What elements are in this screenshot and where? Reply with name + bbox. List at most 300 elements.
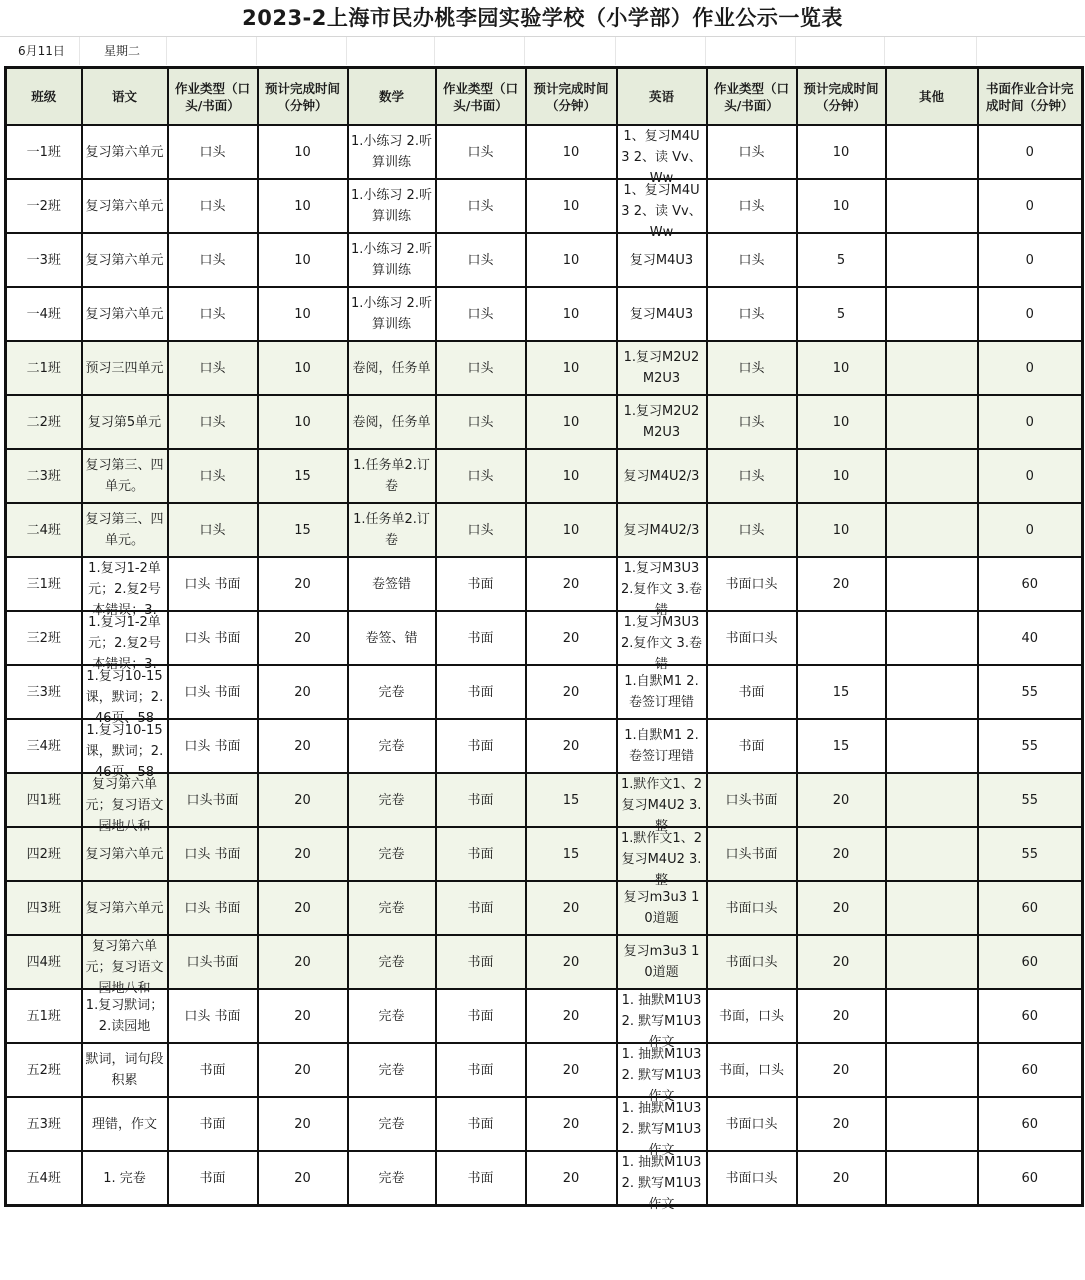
table-row	[6, 665, 1083, 719]
chinese-homework-cell-text: 复习第三、四单元。	[85, 512, 164, 548]
header-chinese-type: 作业类型（口头/书面）	[168, 68, 258, 126]
english-homework-cell	[617, 611, 707, 672]
math-time-cell-text: 10	[562, 144, 580, 160]
english-type-cell	[707, 341, 797, 395]
math-homework-cell-text: 完卷	[378, 1008, 405, 1024]
other-cell	[886, 935, 978, 989]
chinese-time-cell-text: 20	[294, 1008, 311, 1024]
english-homework-cell	[617, 989, 707, 1050]
chinese-time-cell	[258, 989, 348, 1043]
english-type-cell-text: 书面口头	[725, 954, 778, 970]
math-type-cell	[436, 1151, 526, 1206]
total-time-cell-text: 60	[1021, 954, 1039, 970]
english-time-cell	[797, 1097, 886, 1151]
chinese-time-cell-text: 20	[294, 792, 311, 808]
chinese-homework-cell	[82, 503, 168, 557]
math-homework-cell-text: 完卷	[378, 846, 405, 862]
table-row	[6, 125, 1083, 179]
english-type-cell-text: 口头	[738, 306, 765, 322]
chinese-homework-cell-text: 1.复习1-2单元；2.复2号本错误；3.	[88, 561, 161, 618]
class-cell	[6, 179, 82, 233]
math-time-cell	[526, 1097, 617, 1151]
table-row	[6, 341, 1083, 395]
class-cell-text: 五2班	[26, 1062, 61, 1078]
weekday-label: 星期二	[104, 44, 141, 58]
english-type-cell-text: 口头	[738, 360, 765, 376]
chinese-homework-cell-text: 1.复习默词；2.读园地	[85, 998, 164, 1034]
total-time-cell	[978, 827, 1083, 881]
english-type-cell	[707, 1097, 797, 1151]
english-homework-cell	[617, 881, 707, 935]
chinese-homework-cell-text: 理错，作文	[91, 1116, 157, 1132]
header-chinese-time: 预计完成时间（分钟）	[258, 68, 348, 126]
english-homework-cell	[617, 935, 707, 989]
english-homework-cell	[617, 125, 707, 186]
math-homework-cell-text: 完卷	[378, 1062, 405, 1078]
math-time-cell-text: 10	[562, 198, 580, 214]
english-time-cell-text: 20	[832, 900, 850, 916]
english-time-cell	[797, 179, 886, 233]
other-cell	[886, 125, 978, 179]
chinese-homework-cell-text: 复习第六单元；复习语文园地八和	[85, 777, 164, 834]
chinese-time-cell-text: 10	[294, 252, 311, 268]
chinese-homework-cell-text: 复习第三、四单元。	[85, 458, 164, 494]
total-time-cell	[978, 665, 1083, 719]
class-cell	[6, 341, 82, 395]
english-homework-cell	[617, 503, 707, 557]
chinese-homework-cell-text: 预习三四单元	[85, 360, 164, 376]
chinese-time-cell	[258, 449, 348, 503]
english-time-cell-text: 10	[832, 144, 850, 160]
english-time-cell	[797, 719, 886, 773]
chinese-time-cell-text: 20	[294, 738, 311, 754]
header-english-time: 预计完成时间（分钟）	[797, 68, 886, 126]
english-type-cell-text: 书面	[738, 684, 765, 700]
english-time-cell	[797, 287, 886, 341]
total-time-cell-text: 55	[1021, 792, 1039, 808]
english-type-cell	[707, 665, 797, 719]
grid-divider	[79, 37, 80, 65]
class-cell	[6, 1151, 82, 1206]
total-time-cell	[978, 1097, 1083, 1151]
chinese-homework-cell	[82, 1097, 168, 1151]
math-type-cell-text: 书面	[467, 954, 494, 970]
chinese-time-cell	[258, 557, 348, 611]
math-type-cell-text: 书面	[467, 576, 494, 592]
other-cell	[886, 827, 978, 881]
math-type-cell-text: 书面	[467, 738, 494, 754]
math-type-cell	[436, 989, 526, 1043]
math-homework-cell	[348, 287, 436, 341]
english-time-cell	[797, 125, 886, 179]
class-cell	[6, 449, 82, 503]
chinese-time-cell	[258, 773, 348, 827]
chinese-homework-cell-text: 1. 完卷	[103, 1170, 146, 1186]
chinese-type-cell-text: 口头	[199, 306, 226, 322]
total-time-cell	[978, 719, 1083, 773]
math-type-cell	[436, 341, 526, 395]
chinese-type-cell-text: 口头	[199, 468, 226, 484]
date-bar	[0, 37, 1085, 65]
english-homework-cell-text: 复习M4U2/3	[623, 522, 700, 538]
math-time-cell	[526, 125, 617, 179]
grid-divider	[346, 37, 347, 65]
chinese-homework-cell	[82, 287, 168, 341]
chinese-type-cell	[168, 935, 258, 989]
class-cell-text: 三3班	[26, 684, 61, 700]
chinese-type-cell-text: 口头	[199, 414, 226, 430]
english-homework-cell-text: 1.复习M3U3 2.复作文 3.卷错	[621, 561, 702, 618]
total-time-cell-text: 0	[1025, 360, 1034, 376]
other-cell	[886, 1151, 978, 1206]
english-time-cell	[797, 233, 886, 287]
chinese-homework-cell	[82, 557, 168, 618]
table-row	[6, 719, 1083, 773]
chinese-time-cell	[258, 827, 348, 881]
english-homework-cell	[617, 719, 707, 773]
chinese-homework-cell-text: 默词，词句段积累	[85, 1052, 164, 1088]
class-cell	[6, 719, 82, 773]
math-type-cell	[436, 935, 526, 989]
total-time-cell-text: 60	[1021, 576, 1039, 592]
chinese-type-cell	[168, 989, 258, 1043]
math-time-cell-text: 20	[562, 1008, 580, 1024]
grid-divider	[166, 37, 167, 65]
english-type-cell-text: 口头书面	[725, 792, 778, 808]
math-time-cell	[526, 557, 617, 611]
header-total: 书面作业合计完成时间（分钟）	[978, 68, 1083, 126]
english-homework-cell-text: 1、复习M4U3 2、读 Vv、Ww	[621, 183, 702, 240]
english-homework-cell-text: 复习M4U2/3	[623, 468, 700, 484]
chinese-homework-cell-text: 复习第六单元	[85, 306, 164, 322]
math-time-cell	[526, 773, 617, 827]
english-time-cell-text: 20	[832, 1116, 850, 1132]
english-time-cell-text: 5	[836, 252, 846, 268]
table-row	[6, 827, 1083, 881]
english-type-cell-text: 书面口头	[725, 576, 778, 592]
total-time-cell	[978, 503, 1083, 557]
english-type-cell-text: 口头	[738, 252, 765, 268]
chinese-homework-cell	[82, 989, 168, 1043]
chinese-homework-cell	[82, 881, 168, 935]
chinese-homework-cell-text: 复习第六单元	[85, 846, 164, 862]
total-time-cell	[978, 881, 1083, 935]
total-time-cell-text: 0	[1025, 414, 1034, 430]
math-time-cell	[526, 395, 617, 449]
math-time-cell	[526, 989, 617, 1043]
math-type-cell-text: 口头	[467, 360, 494, 376]
chinese-time-cell	[258, 719, 348, 773]
english-time-cell-text: 15	[832, 684, 850, 700]
other-cell	[886, 395, 978, 449]
math-type-cell-text: 口头	[467, 198, 494, 214]
total-time-cell	[978, 449, 1083, 503]
math-type-cell	[436, 557, 526, 611]
math-homework-cell	[348, 773, 436, 827]
other-cell	[886, 881, 978, 935]
math-type-cell	[436, 1043, 526, 1097]
chinese-homework-cell-text: 1.复习10-15课，默词；2.46页、58	[85, 723, 164, 780]
other-cell	[886, 557, 978, 611]
english-homework-cell-text: 1.默作文1、2 复习M4U2 3.整	[621, 831, 702, 888]
chinese-time-cell	[258, 1043, 348, 1097]
english-homework-cell	[617, 1151, 707, 1212]
total-time-cell	[978, 989, 1083, 1043]
math-homework-cell	[348, 449, 436, 503]
chinese-homework-cell-text: 1.复习10-15课，默词；2.46页、58	[85, 669, 164, 726]
chinese-type-cell	[168, 719, 258, 773]
chinese-time-cell-text: 20	[294, 1116, 311, 1132]
chinese-homework-cell	[82, 719, 168, 780]
math-time-cell-text: 10	[562, 252, 580, 268]
math-homework-cell-text: 1.任务单2.订卷	[353, 512, 430, 548]
english-time-cell-text: 20	[832, 846, 850, 862]
chinese-homework-cell-text: 复习第六单元	[85, 198, 164, 214]
math-time-cell	[526, 179, 617, 233]
english-type-cell-text: 书面口头	[725, 1116, 778, 1132]
math-type-cell	[436, 395, 526, 449]
math-homework-cell	[348, 233, 436, 287]
header-class: 班级	[6, 68, 82, 126]
chinese-type-cell	[168, 611, 258, 665]
math-time-cell-text: 15	[562, 792, 580, 808]
chinese-time-cell	[258, 881, 348, 935]
math-time-cell	[526, 233, 617, 287]
chinese-time-cell-text: 20	[294, 576, 311, 592]
grid-divider	[615, 37, 616, 65]
english-time-cell-text: 5	[836, 306, 846, 322]
math-time-cell	[526, 287, 617, 341]
chinese-time-cell-text: 10	[294, 414, 311, 430]
english-time-cell	[797, 1151, 886, 1206]
table-row	[6, 1043, 1083, 1097]
english-time-cell	[797, 935, 886, 989]
chinese-type-cell	[168, 557, 258, 611]
math-time-cell-text: 20	[562, 1062, 580, 1078]
math-homework-cell	[348, 341, 436, 395]
class-cell	[6, 665, 82, 719]
math-type-cell-text: 书面	[467, 1116, 494, 1132]
english-homework-cell-text: 1.自默M1 2.卷签订理错	[624, 728, 699, 764]
class-cell-text: 二3班	[26, 468, 61, 484]
chinese-homework-cell-text: 复习第六单元	[85, 144, 164, 160]
chinese-type-cell	[168, 341, 258, 395]
chinese-type-cell	[168, 827, 258, 881]
total-time-cell	[978, 233, 1083, 287]
chinese-type-cell	[168, 1043, 258, 1097]
math-homework-cell	[348, 1043, 436, 1097]
other-cell	[886, 611, 978, 665]
english-type-cell	[707, 179, 797, 233]
chinese-time-cell-text: 10	[294, 144, 311, 160]
math-type-cell-text: 口头	[467, 414, 494, 430]
english-time-cell-text: 20	[832, 576, 850, 592]
chinese-time-cell-text: 20	[294, 900, 311, 916]
english-type-cell	[707, 989, 797, 1043]
math-homework-cell	[348, 935, 436, 989]
chinese-homework-cell	[82, 449, 168, 503]
english-homework-cell	[617, 827, 707, 888]
english-homework-cell-text: 1.复习M3U3 2.复作文 3.卷错	[621, 615, 702, 672]
total-time-cell-text: 55	[1021, 738, 1039, 754]
total-time-cell-text: 60	[1021, 1170, 1039, 1186]
english-type-cell	[707, 1151, 797, 1206]
chinese-homework-cell-text: 复习第六单元	[85, 900, 164, 916]
other-cell	[886, 233, 978, 287]
header-math-type: 作业类型（口头/书面）	[436, 68, 526, 126]
chinese-time-cell-text: 15	[294, 468, 311, 484]
chinese-homework-cell	[82, 773, 168, 834]
english-homework-cell-text: 1. 抽默M1U3 2. 默写M1U3作文	[621, 1101, 702, 1158]
math-time-cell-text: 10	[562, 414, 580, 430]
grid-divider	[795, 37, 796, 65]
math-type-cell-text: 口头	[467, 468, 494, 484]
english-time-cell-text: 10	[832, 360, 850, 376]
english-type-cell-text: 口头	[738, 144, 765, 160]
math-homework-cell-text: 完卷	[378, 684, 405, 700]
math-homework-cell-text: 1.小练习 2.听算训练	[351, 296, 432, 332]
math-homework-cell	[348, 611, 436, 665]
math-type-cell	[436, 179, 526, 233]
chinese-time-cell	[258, 341, 348, 395]
chinese-homework-cell	[82, 665, 168, 726]
total-time-cell	[978, 935, 1083, 989]
class-cell	[6, 881, 82, 935]
math-type-cell	[436, 125, 526, 179]
math-type-cell-text: 书面	[467, 630, 494, 646]
table-row	[6, 989, 1083, 1043]
math-type-cell-text: 书面	[467, 1170, 494, 1186]
math-homework-cell-text: 1.小练习 2.听算训练	[351, 134, 432, 170]
english-time-cell-text: 10	[832, 414, 850, 430]
table-row	[6, 287, 1083, 341]
date-label: 6月11日	[18, 44, 65, 58]
class-cell	[6, 557, 82, 611]
english-time-cell-text: 10	[832, 198, 850, 214]
math-type-cell-text: 书面	[467, 792, 494, 808]
chinese-time-cell	[258, 935, 348, 989]
math-homework-cell	[348, 719, 436, 773]
grid-divider	[884, 37, 885, 65]
english-type-cell-text: 书面口头	[725, 900, 778, 916]
chinese-type-cell-text: 书面	[199, 1116, 226, 1132]
class-cell-text: 三1班	[26, 576, 61, 592]
english-homework-cell	[617, 179, 707, 240]
grid-divider	[976, 37, 977, 65]
math-homework-cell	[348, 665, 436, 719]
chinese-homework-cell	[82, 611, 168, 672]
math-time-cell-text: 20	[562, 1170, 580, 1186]
chinese-type-cell	[168, 179, 258, 233]
math-time-cell-text: 20	[562, 954, 580, 970]
english-time-cell	[797, 773, 886, 827]
math-type-cell-text: 书面	[467, 1008, 494, 1024]
math-homework-cell-text: 完卷	[378, 1116, 405, 1132]
math-time-cell	[526, 611, 617, 665]
english-homework-cell	[617, 773, 707, 834]
chinese-type-cell-text: 书面	[199, 1170, 226, 1186]
english-type-cell	[707, 935, 797, 989]
class-cell	[6, 503, 82, 557]
total-time-cell	[978, 179, 1083, 233]
grid-divider	[705, 37, 706, 65]
math-time-cell	[526, 935, 617, 989]
chinese-time-cell	[258, 1151, 348, 1206]
math-homework-cell	[348, 989, 436, 1043]
math-homework-cell	[348, 395, 436, 449]
class-cell-text: 一3班	[26, 252, 61, 268]
chinese-time-cell-text: 20	[294, 1062, 311, 1078]
class-cell-text: 一4班	[26, 306, 61, 322]
english-homework-cell-text: 复习M4U3	[629, 306, 694, 322]
english-type-cell	[707, 827, 797, 881]
english-time-cell-text: 20	[832, 1170, 850, 1186]
english-type-cell	[707, 395, 797, 449]
math-time-cell-text: 15	[562, 846, 580, 862]
table-row	[6, 1151, 1083, 1206]
chinese-time-cell	[258, 179, 348, 233]
math-time-cell	[526, 665, 617, 719]
chinese-type-cell	[168, 773, 258, 827]
chinese-time-cell-text: 20	[294, 846, 311, 862]
math-homework-cell	[348, 125, 436, 179]
math-type-cell	[436, 773, 526, 827]
math-time-cell-text: 20	[562, 1116, 580, 1132]
english-homework-cell-text: 1.默作文1、2 复习M4U2 3.整	[621, 777, 702, 834]
math-time-cell-text: 20	[562, 900, 580, 916]
chinese-type-cell	[168, 881, 258, 935]
english-homework-cell	[617, 449, 707, 503]
chinese-time-cell	[258, 503, 348, 557]
english-time-cell	[797, 449, 886, 503]
class-cell	[6, 395, 82, 449]
total-time-cell-text: 60	[1021, 1062, 1039, 1078]
math-type-cell	[436, 719, 526, 773]
chinese-time-cell-text: 20	[294, 954, 311, 970]
math-homework-cell	[348, 827, 436, 881]
total-time-cell-text: 0	[1025, 306, 1034, 322]
math-type-cell	[436, 1097, 526, 1151]
other-cell	[886, 287, 978, 341]
english-time-cell	[797, 881, 886, 935]
english-homework-cell	[617, 395, 707, 449]
class-cell-text: 三4班	[26, 738, 61, 754]
class-cell-text: 四4班	[26, 954, 61, 970]
math-time-cell	[526, 503, 617, 557]
english-time-cell-text: 20	[832, 792, 850, 808]
english-time-cell	[797, 989, 886, 1043]
total-time-cell	[978, 557, 1083, 611]
grid-divider	[434, 37, 435, 65]
math-time-cell	[526, 1151, 617, 1206]
english-type-cell	[707, 881, 797, 935]
english-time-cell-text: 20	[832, 1008, 850, 1024]
total-time-cell	[978, 1043, 1083, 1097]
english-type-cell	[707, 125, 797, 179]
english-time-cell-text: 15	[832, 738, 850, 754]
class-cell-text: 二1班	[26, 360, 61, 376]
chinese-homework-cell	[82, 1151, 168, 1206]
english-type-cell	[707, 503, 797, 557]
english-time-cell	[797, 503, 886, 557]
math-type-cell	[436, 449, 526, 503]
math-homework-cell-text: 完卷	[378, 792, 405, 808]
chinese-type-cell	[168, 125, 258, 179]
math-time-cell	[526, 827, 617, 881]
chinese-type-cell	[168, 1097, 258, 1151]
english-type-cell	[707, 773, 797, 827]
table-row	[6, 233, 1083, 287]
